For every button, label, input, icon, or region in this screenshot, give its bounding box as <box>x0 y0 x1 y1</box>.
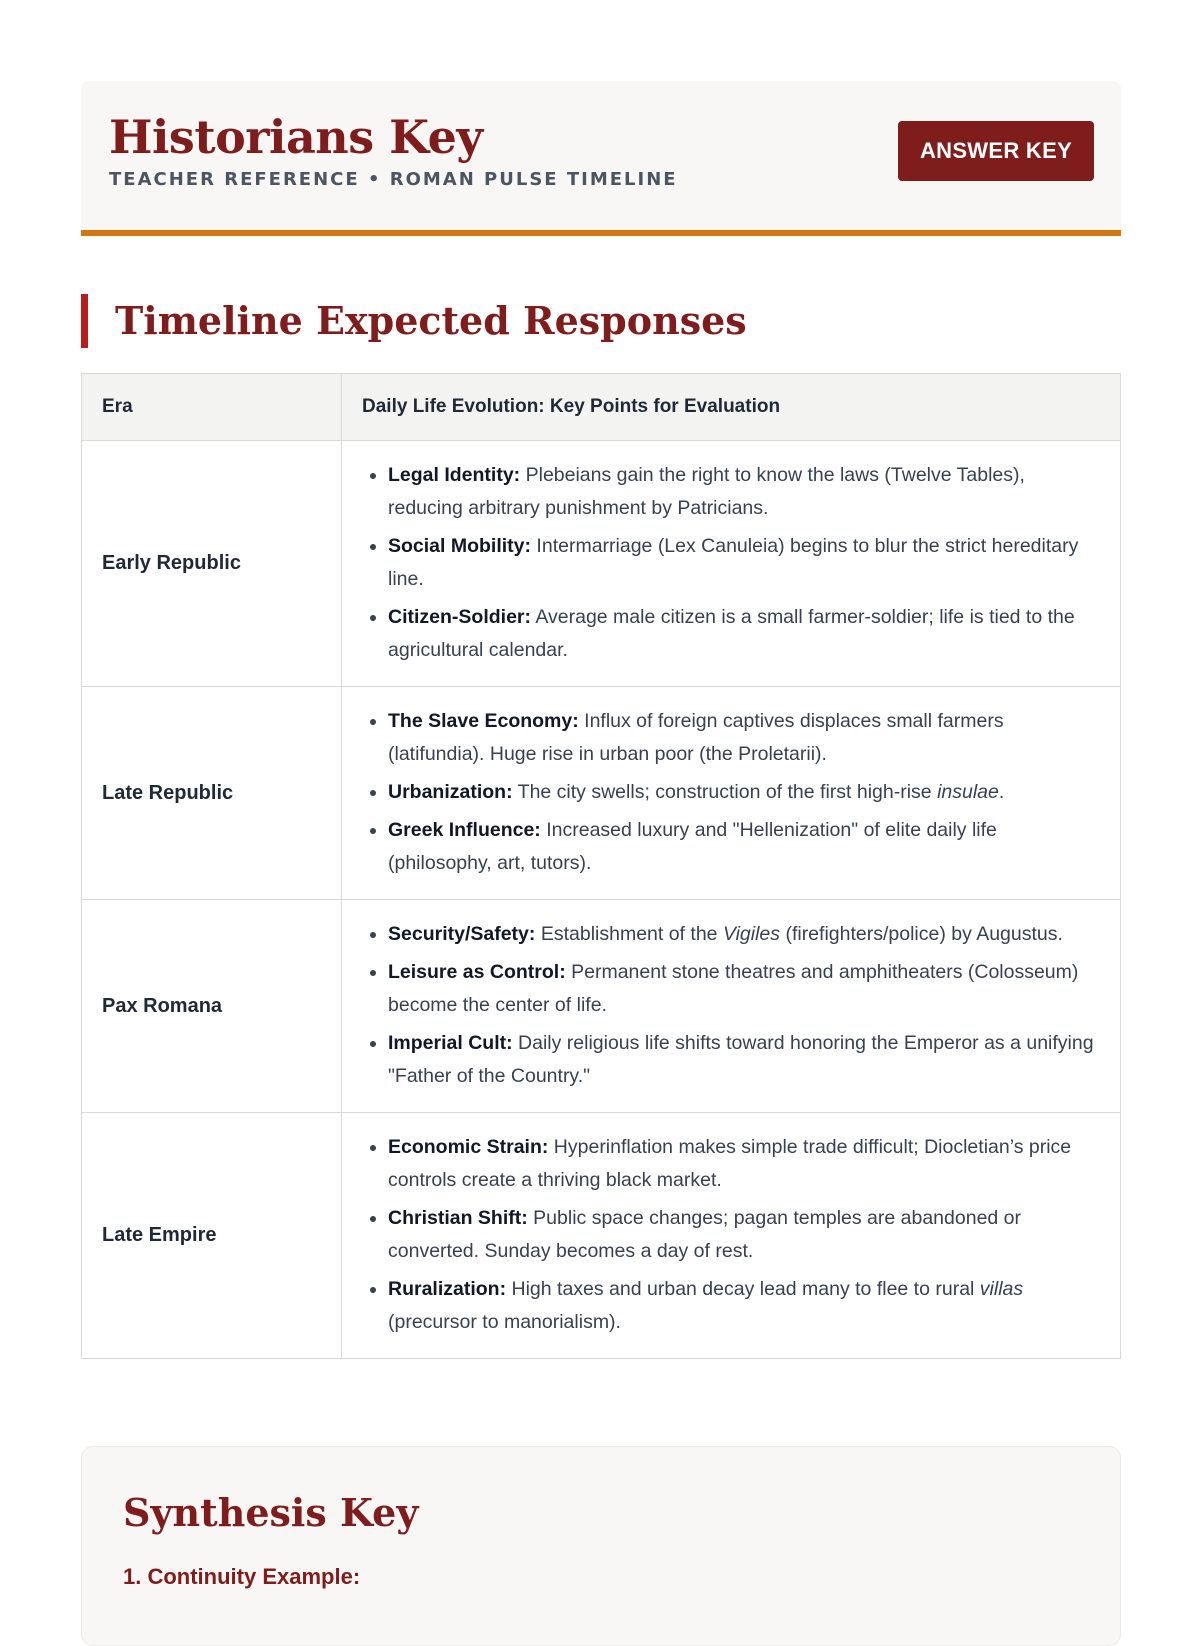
key-point-item <box>388 1027 1100 1093</box>
key-points-cell <box>342 1113 1121 1359</box>
key-points-list <box>362 705 1100 880</box>
key-point-text: Establishment of the <box>535 923 723 945</box>
era-cell: Early Republic <box>82 441 342 687</box>
table-row <box>82 687 1121 900</box>
key-points-cell <box>342 441 1121 687</box>
table-row <box>82 441 1121 687</box>
continuity-example-heading: 1. Continuity Example: <box>123 1564 361 1589</box>
answer-key-button[interactable]: ANSWER KEY <box>898 121 1094 181</box>
key-point-item <box>388 530 1100 596</box>
key-point-text-after: . <box>998 781 1005 803</box>
key-point-text: Daily religious life shifts toward honoring the Emperor as a unifying "Father of the Country." <box>388 1032 1094 1087</box>
key-point-term: Leisure as Control: <box>388 961 566 983</box>
key-point-text-after: (precursor to manorialism). <box>388 1311 621 1333</box>
key-point-term: Imperial Cult: <box>388 1032 513 1054</box>
key-point-text: Average male citizen is a small farmer-soldier; life is tied to the agricultural calendar. <box>388 606 1075 661</box>
key-point-term: Urbanization: <box>388 781 513 803</box>
key-point-term: The Slave Economy: <box>388 710 579 732</box>
answer-key-page <box>81 81 1121 1589</box>
key-point-item <box>388 1273 1100 1339</box>
key-point-emphasis: Vigiles <box>722 923 781 945</box>
key-point-term: Security/Safety: <box>388 923 536 945</box>
timeline-table <box>81 373 1121 1359</box>
key-point-text: Intermarriage (Lex Canuleia) begins to blur the strict hereditary line. <box>388 535 1079 590</box>
key-point-text-after: (firefighters/police) by Augustus. <box>780 923 1063 945</box>
era-cell: Late Empire <box>82 1113 342 1359</box>
key-point-text: The city swells; construction of the first high-rise <box>512 781 938 803</box>
key-point-item <box>388 956 1100 1022</box>
era-cell: Late Republic <box>82 687 342 900</box>
key-point-item <box>388 459 1100 525</box>
era-cell: Pax Romana <box>82 900 342 1113</box>
table-row <box>82 1113 1121 1359</box>
key-point-text: Increased luxury and "Hellenization" of elite daily life (philosophy, art, tutors). <box>388 819 997 874</box>
key-point-term: Greek Influence: <box>388 819 541 841</box>
synthesis-title: Synthesis Key <box>123 1490 419 1535</box>
key-point-term: Economic Strain: <box>388 1136 549 1158</box>
key-point-term: Social Mobility: <box>388 535 532 557</box>
timeline-table-body <box>82 441 1121 1359</box>
key-point-item <box>388 705 1100 771</box>
column-header-key-points: Daily Life Evolution: Key Points for Evaluation <box>342 374 1121 441</box>
key-point-term: Christian Shift: <box>388 1207 528 1229</box>
key-point-emphasis: villas <box>979 1278 1024 1300</box>
column-header-era: Era <box>82 374 342 441</box>
synthesis-card <box>81 1446 1121 1646</box>
key-point-text: High taxes and urban decay lead many to flee to rural <box>506 1278 980 1300</box>
key-point-item <box>388 918 1100 951</box>
key-point-item <box>388 1202 1100 1268</box>
key-point-text: Public space changes; pagan temples are abandoned or converted. Sunday becomes a day of rest. <box>388 1207 1022 1262</box>
key-point-term: Citizen-Soldier: <box>388 606 532 628</box>
key-points-cell <box>342 687 1121 900</box>
page-title: Historians Key <box>109 110 483 164</box>
key-point-item <box>388 1131 1100 1197</box>
key-point-text: Influx of foreign captives displaces small farmers (latifundia). Huge rise in urban poor (the Proletarii). <box>388 710 1004 765</box>
key-point-item <box>388 776 1100 809</box>
key-points-list <box>362 459 1100 667</box>
key-point-text: Plebeians gain the right to know the laws (Twelve Tables), reducing arbitrary punishment by Patricians. <box>388 464 1025 519</box>
key-points-list <box>362 1131 1100 1339</box>
key-point-item <box>388 601 1100 667</box>
key-points-list <box>362 918 1100 1093</box>
key-point-item <box>388 814 1100 880</box>
table-header-row <box>82 374 1121 441</box>
page-subtitle: TEACHER REFERENCE • ROMAN PULSE TIMELINE <box>109 169 678 190</box>
table-row <box>82 900 1121 1113</box>
key-point-term: Ruralization: <box>388 1278 507 1300</box>
key-points-cell <box>342 900 1121 1113</box>
key-point-term: Legal Identity: <box>388 464 521 486</box>
key-point-text: Hyperinflation makes simple trade difficult; Diocletian’s price controls create a thriving black market. <box>388 1136 1072 1191</box>
key-point-emphasis: insulae <box>937 781 999 803</box>
header-card <box>81 81 1121 236</box>
key-point-text: Permanent stone theatres and amphitheaters (Colosseum) become the center of life. <box>388 961 1079 1016</box>
timeline-section-heading: Timeline Expected Responses <box>81 294 747 348</box>
